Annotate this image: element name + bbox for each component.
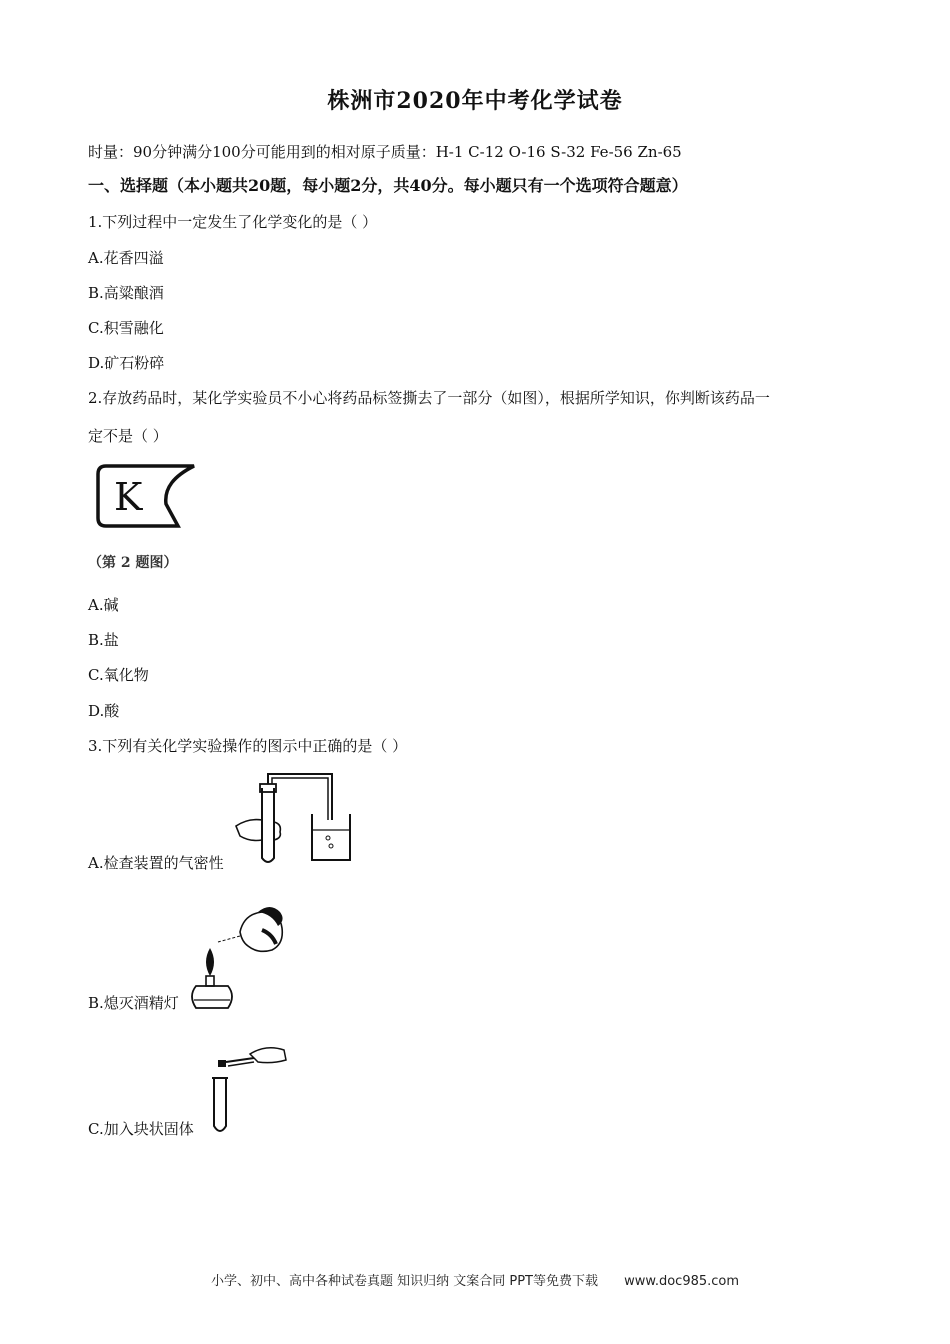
figure-caption: （第 2 题图）: [88, 555, 178, 571]
q2-option-d: D.酸: [88, 702, 120, 720]
q1-option-c: C.积雪融化: [88, 319, 164, 337]
torn-label-icon: [92, 462, 202, 542]
q3-option-b: B.熄灭酒精灯: [88, 994, 179, 1012]
exam-meta-line: 时量：90分钟满分100分可能用到的相对原子质量：H-1 C-12 O-16 S-32 Fe-56 Zn-65: [88, 143, 682, 161]
q1-option-b: B.高粱酿酒: [88, 284, 164, 302]
question-1-stem: 1.下列过程中一定发生了化学变化的是（ ）: [88, 213, 378, 231]
airtightness-check-illustration: [232, 770, 362, 874]
blow-out-lamp-illustration: [188, 904, 288, 1018]
page-title: 株洲市2020年中考化学试卷: [327, 88, 623, 114]
q1-option-d: D.矿石粉碎: [88, 354, 165, 372]
section-heading: 一、选择题（本小题共20题，每小题2分，共40分。每小题只有一个选项符合题意）: [88, 176, 688, 195]
q2-option-b: B.盐: [88, 631, 119, 649]
page-footer: [0, 1270, 950, 1289]
q3-option-a: A.检查装置的气密性: [88, 854, 224, 872]
add-solid-illustration: [206, 1040, 296, 1144]
label-letter: K: [114, 475, 143, 519]
q3-option-c: C.加入块状固体: [88, 1120, 194, 1138]
footer-url[interactable]: www.doc985.com: [624, 1274, 740, 1289]
question-3-stem: 3.下列有关化学实验操作的图示中正确的是（ ）: [88, 737, 408, 755]
question-2-stem-line2: 定不是（ ）: [88, 427, 168, 445]
q2-option-a: A.碱: [88, 596, 119, 614]
question-2-stem-line1: 2.存放药品时，某化学实验员不小心将药品标签撕去了一部分（如图），根据所学知识，你判断该药品一: [88, 389, 770, 407]
torn-label-figure: [88, 462, 202, 572]
q1-option-a: A.花香四溢: [88, 249, 164, 267]
footer-text: 小学、初中、高中各种试卷真题 知识归纳 文案合同 PPT等免费下载: [210, 1274, 598, 1289]
q2-option-c: C.氧化物: [88, 666, 149, 684]
